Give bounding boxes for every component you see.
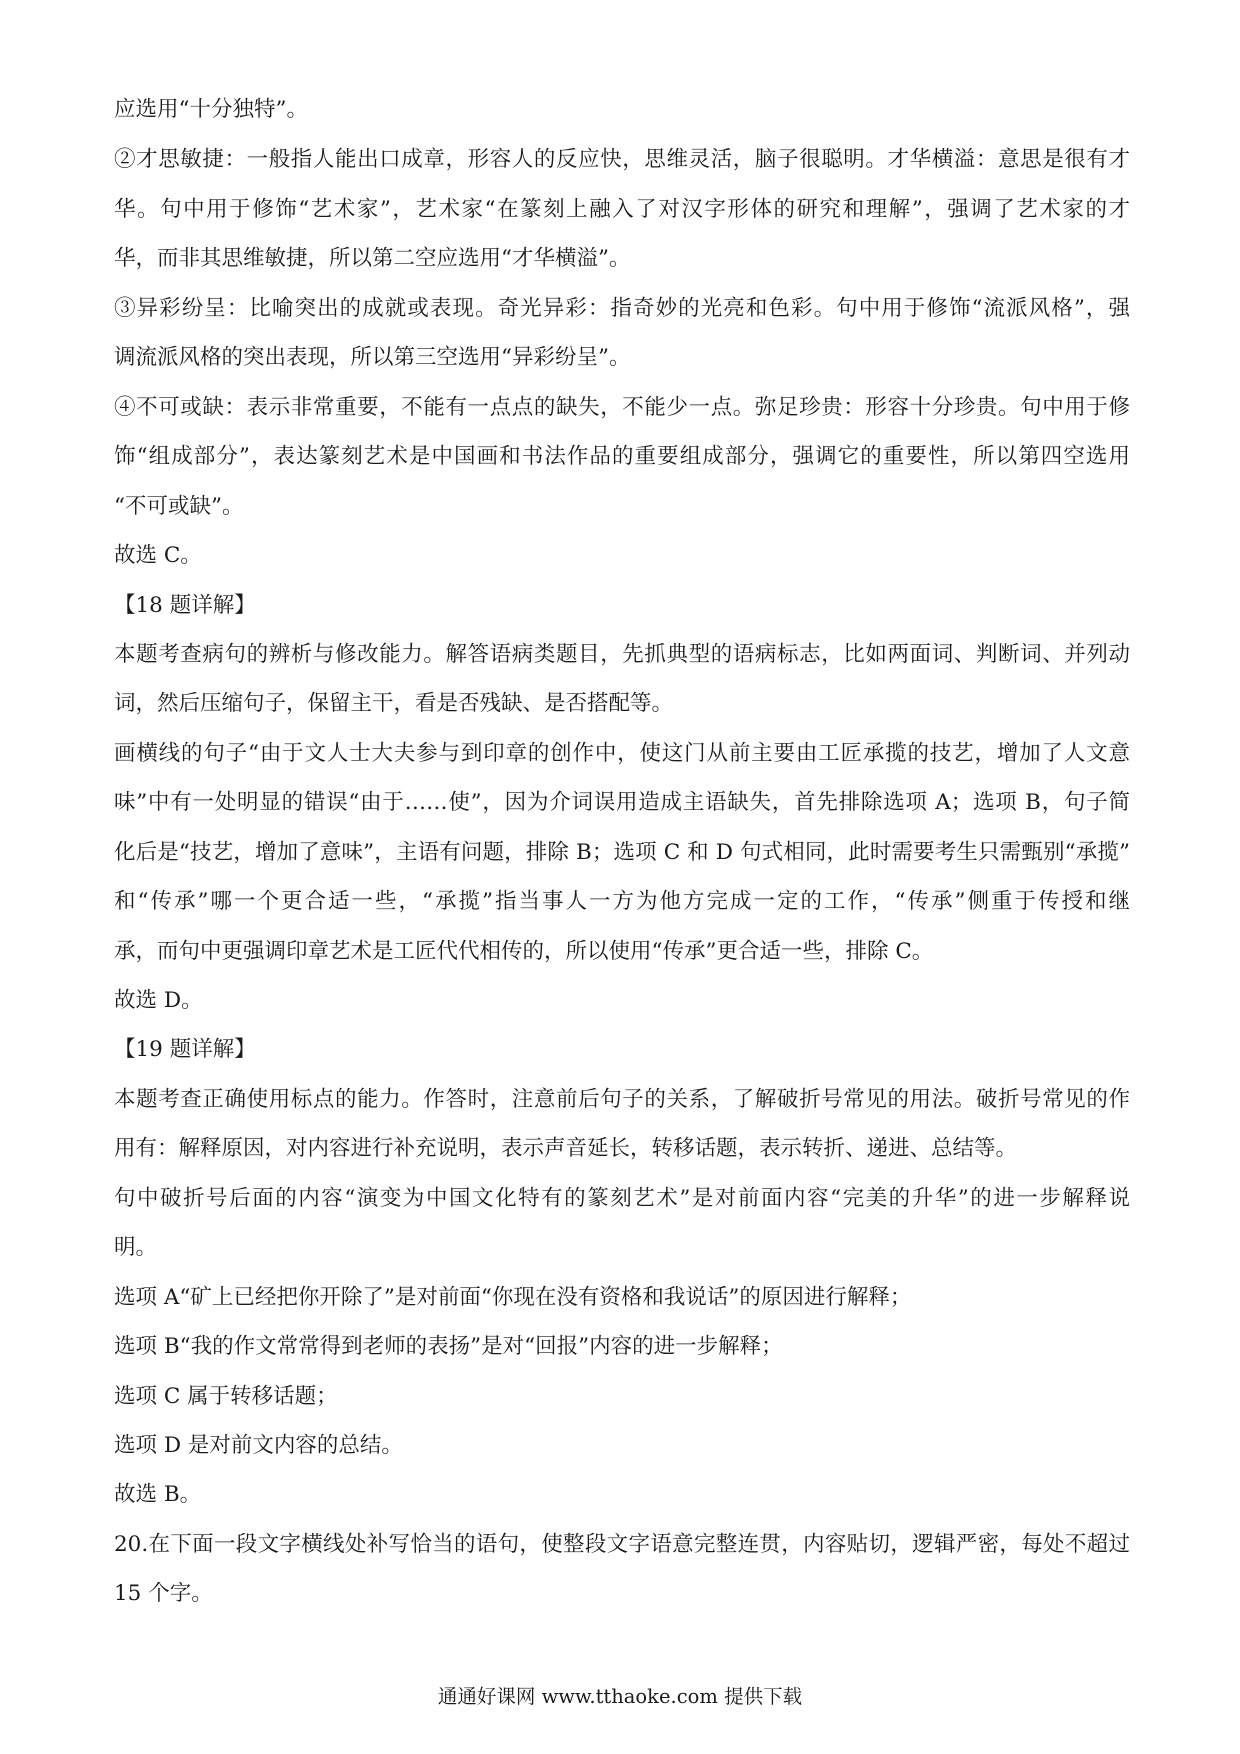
text-line: 调流派风格的突出表现，所以第三空选用“异彩纷呈”。 xyxy=(114,345,631,370)
text-line: 句中破折号后面的内容“演变为中国文化特有的篆刻艺术”是对前面内容“完美的升华”的进一步解释说 xyxy=(114,1186,1130,1211)
text-line: 词，然后压缩句子，保留主干，看是否残缺、是否搭配等。 xyxy=(114,691,674,716)
text-line: 选项 C 属于转移话题； xyxy=(114,1384,338,1409)
text-line: 故选 B。 xyxy=(114,1482,202,1507)
page-footer: 通通好课网 www.tthaoke.com 提供下载 xyxy=(437,1685,803,1708)
section-heading: 【18 题详解】 xyxy=(114,593,256,618)
text-line: 应选用“十分独特”。 xyxy=(114,97,308,122)
text-line: 饰“组成部分”，表达篆刻艺术是中国画和书法作品的重要组成部分，强调它的重要性，所以第四空选用 xyxy=(114,444,1130,469)
text-line: 故选 D。 xyxy=(114,988,203,1013)
text-line: 明。 xyxy=(114,1235,158,1260)
text-line: 故选 C。 xyxy=(114,543,202,568)
text-line: 本题考查正确使用标点的能力。作答时，注意前后句子的关系，了解破折号常见的用法。破折号常见的作 xyxy=(114,1087,1130,1112)
question-line: 20.在下面一段文字横线处补写恰当的语句，使整段文字语意完整连贯，内容贴切，逻辑严密，每处不超过 xyxy=(114,1532,1130,1557)
text-line: “不可或缺”。 xyxy=(114,494,244,519)
text-line: ④不可或缺：表示非常重要，不能有一点点的缺失，不能少一点。弥足珍贵：形容十分珍贵。句中用于修 xyxy=(114,395,1130,420)
text-line: ②才思敏捷：一般指人能出口成章，形容人的反应快，思维灵活，脑子很聪明。才华横溢：意思是很有才 xyxy=(114,147,1130,172)
text-line: 用有：解释原因，对内容进行补充说明，表示声音延长，转移话题，表示转折、递进、总结等。 xyxy=(114,1136,1018,1161)
text-line: 选项 A“矿上已经把你开除了”是对前面“你现在没有资格和我说话”的原因进行解释； xyxy=(114,1285,912,1310)
text-line: 选项 D 是对前文内容的总结。 xyxy=(114,1433,403,1458)
section-heading: 【19 题详解】 xyxy=(114,1037,256,1062)
text-line: ③异彩纷呈：比喻突出的成就或表现。奇光异彩：指奇妙的光亮和色彩。句中用于修饰“流派风格”，强 xyxy=(114,296,1130,321)
text-line: 本题考查病句的辨析与修改能力。解答语病类题目，先抓典型的语病标志，比如两面词、判断词、并列动 xyxy=(114,642,1130,667)
text-line: 和“传承”哪一个更合适一些，“承揽”指当事人一方为他方完成一定的工作，“传承”侧重于传授和继 xyxy=(114,889,1130,914)
text-line: 承，而句中更强调印章艺术是工匠代代相传的，所以使用“传承”更合适一些，排除 C。 xyxy=(114,939,934,964)
text-line: 画横线的句子“由于文人士大夫参与到印章的创作中，使这门从前主要由工匠承揽的技艺，增加了人文意 xyxy=(114,741,1130,766)
question-line: 15 个字。 xyxy=(114,1581,213,1606)
text-line: 选项 B“我的作文常常得到老师的表扬”是对“回报”内容的进一步解释； xyxy=(114,1334,783,1359)
text-line: 华。句中用于修饰“艺术家”，艺术家“在篆刻上融入了对汉字形体的研究和理解”，强调了艺术家的才 xyxy=(114,197,1130,222)
text-line: 华，而非其思维敏捷，所以第二空应选用“才华横溢”。 xyxy=(114,246,631,271)
text-line: 味”中有一处明显的错误“由于……使”，因为介词误用造成主语缺失，首先排除选项 A；选项 B，句子简 xyxy=(114,790,1130,815)
text-line: 化后是“技艺，增加了意味”，主语有问题，排除 B；选项 C 和 D 句式相同，此时需要考生只需甄别“承揽” xyxy=(114,840,1130,865)
